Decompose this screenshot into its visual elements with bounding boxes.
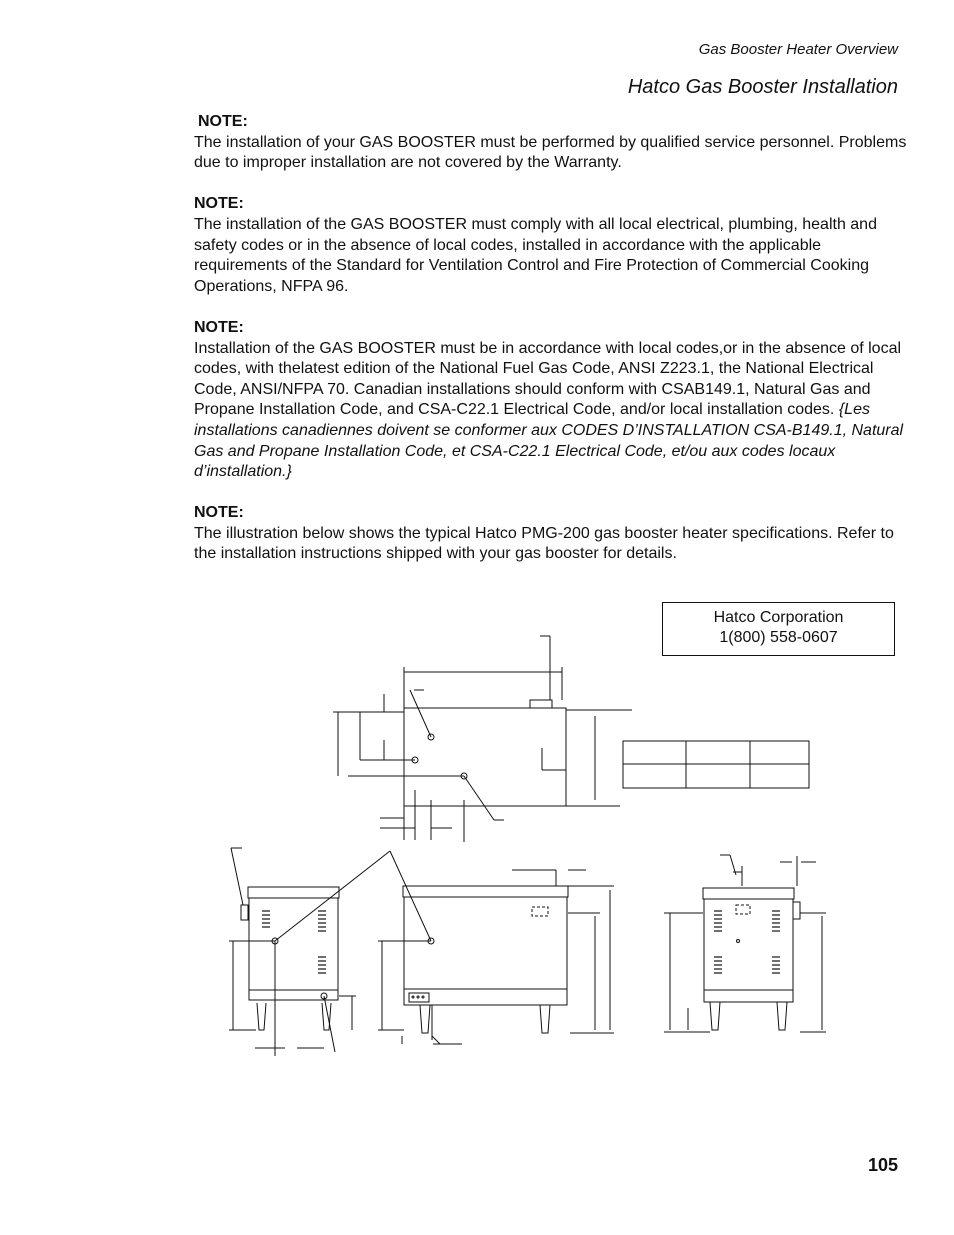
page-number: 105 <box>867 1155 898 1175</box>
note-body-french: {Les installations canadiennes doivent se conformer aux CODES D’INSTALLATION CSA-B149.1, Natural Gas and Propane Installation Code, et CSA-C22.1 Electrical Code, et/ou aux codes locaux d’installation.} <box>194 401 904 481</box>
flue-collar <box>530 700 552 708</box>
spec-table <box>623 741 809 788</box>
note-label: NOTE: <box>194 195 244 213</box>
contact-company: Hatco Corporation <box>713 609 844 626</box>
top-view <box>333 636 632 842</box>
note-label: NOTE: <box>194 318 244 336</box>
section-title: Hatco Gas Booster Installation <box>627 76 898 98</box>
contact-phone: 1(800) 558-0607 <box>719 629 838 646</box>
running-head: Gas Booster Heater Overview <box>698 41 898 58</box>
note-body: The installation of the GAS BOOSTER must comply with all local electrical, plumbing, health and safety codes or in the absence of local codes, installed in accordance with the applicable requirements of the Standard for Ventilation Control and Fire Protection of Commercial Cooking Operations, NFPA 96. <box>194 215 877 295</box>
note-body: The illustration below shows the typical Hatco PMG-200 gas booster heater specifications. Refer to the installation instructions shipped with your gas booster for details. <box>194 524 894 563</box>
note-label: NOTE: <box>198 113 248 130</box>
note-body-text: Installation of the GAS BOOSTER must be in accordance with local codes,or in the absence of local codes, with thelatest edition of the National Fuel Gas Code, ANSI Z223.1, the National Electrical Code, ANSI/NFPA 70. Canadian installations should conform with CSAB149.1, Natural Gas and Propane Installation Code, and CSA-C22.1 Electrical Code, and/or local installation codes. <box>194 339 902 419</box>
front-view <box>378 851 614 1044</box>
note-label: NOTE: <box>194 504 244 522</box>
right-side-view <box>664 855 826 1032</box>
note-body: The installation of your GAS BOOSTER must be performed by qualified service personnel. Problems due to improper installation are not covered by the Warranty. <box>194 133 907 172</box>
left-side-view <box>229 848 390 1056</box>
